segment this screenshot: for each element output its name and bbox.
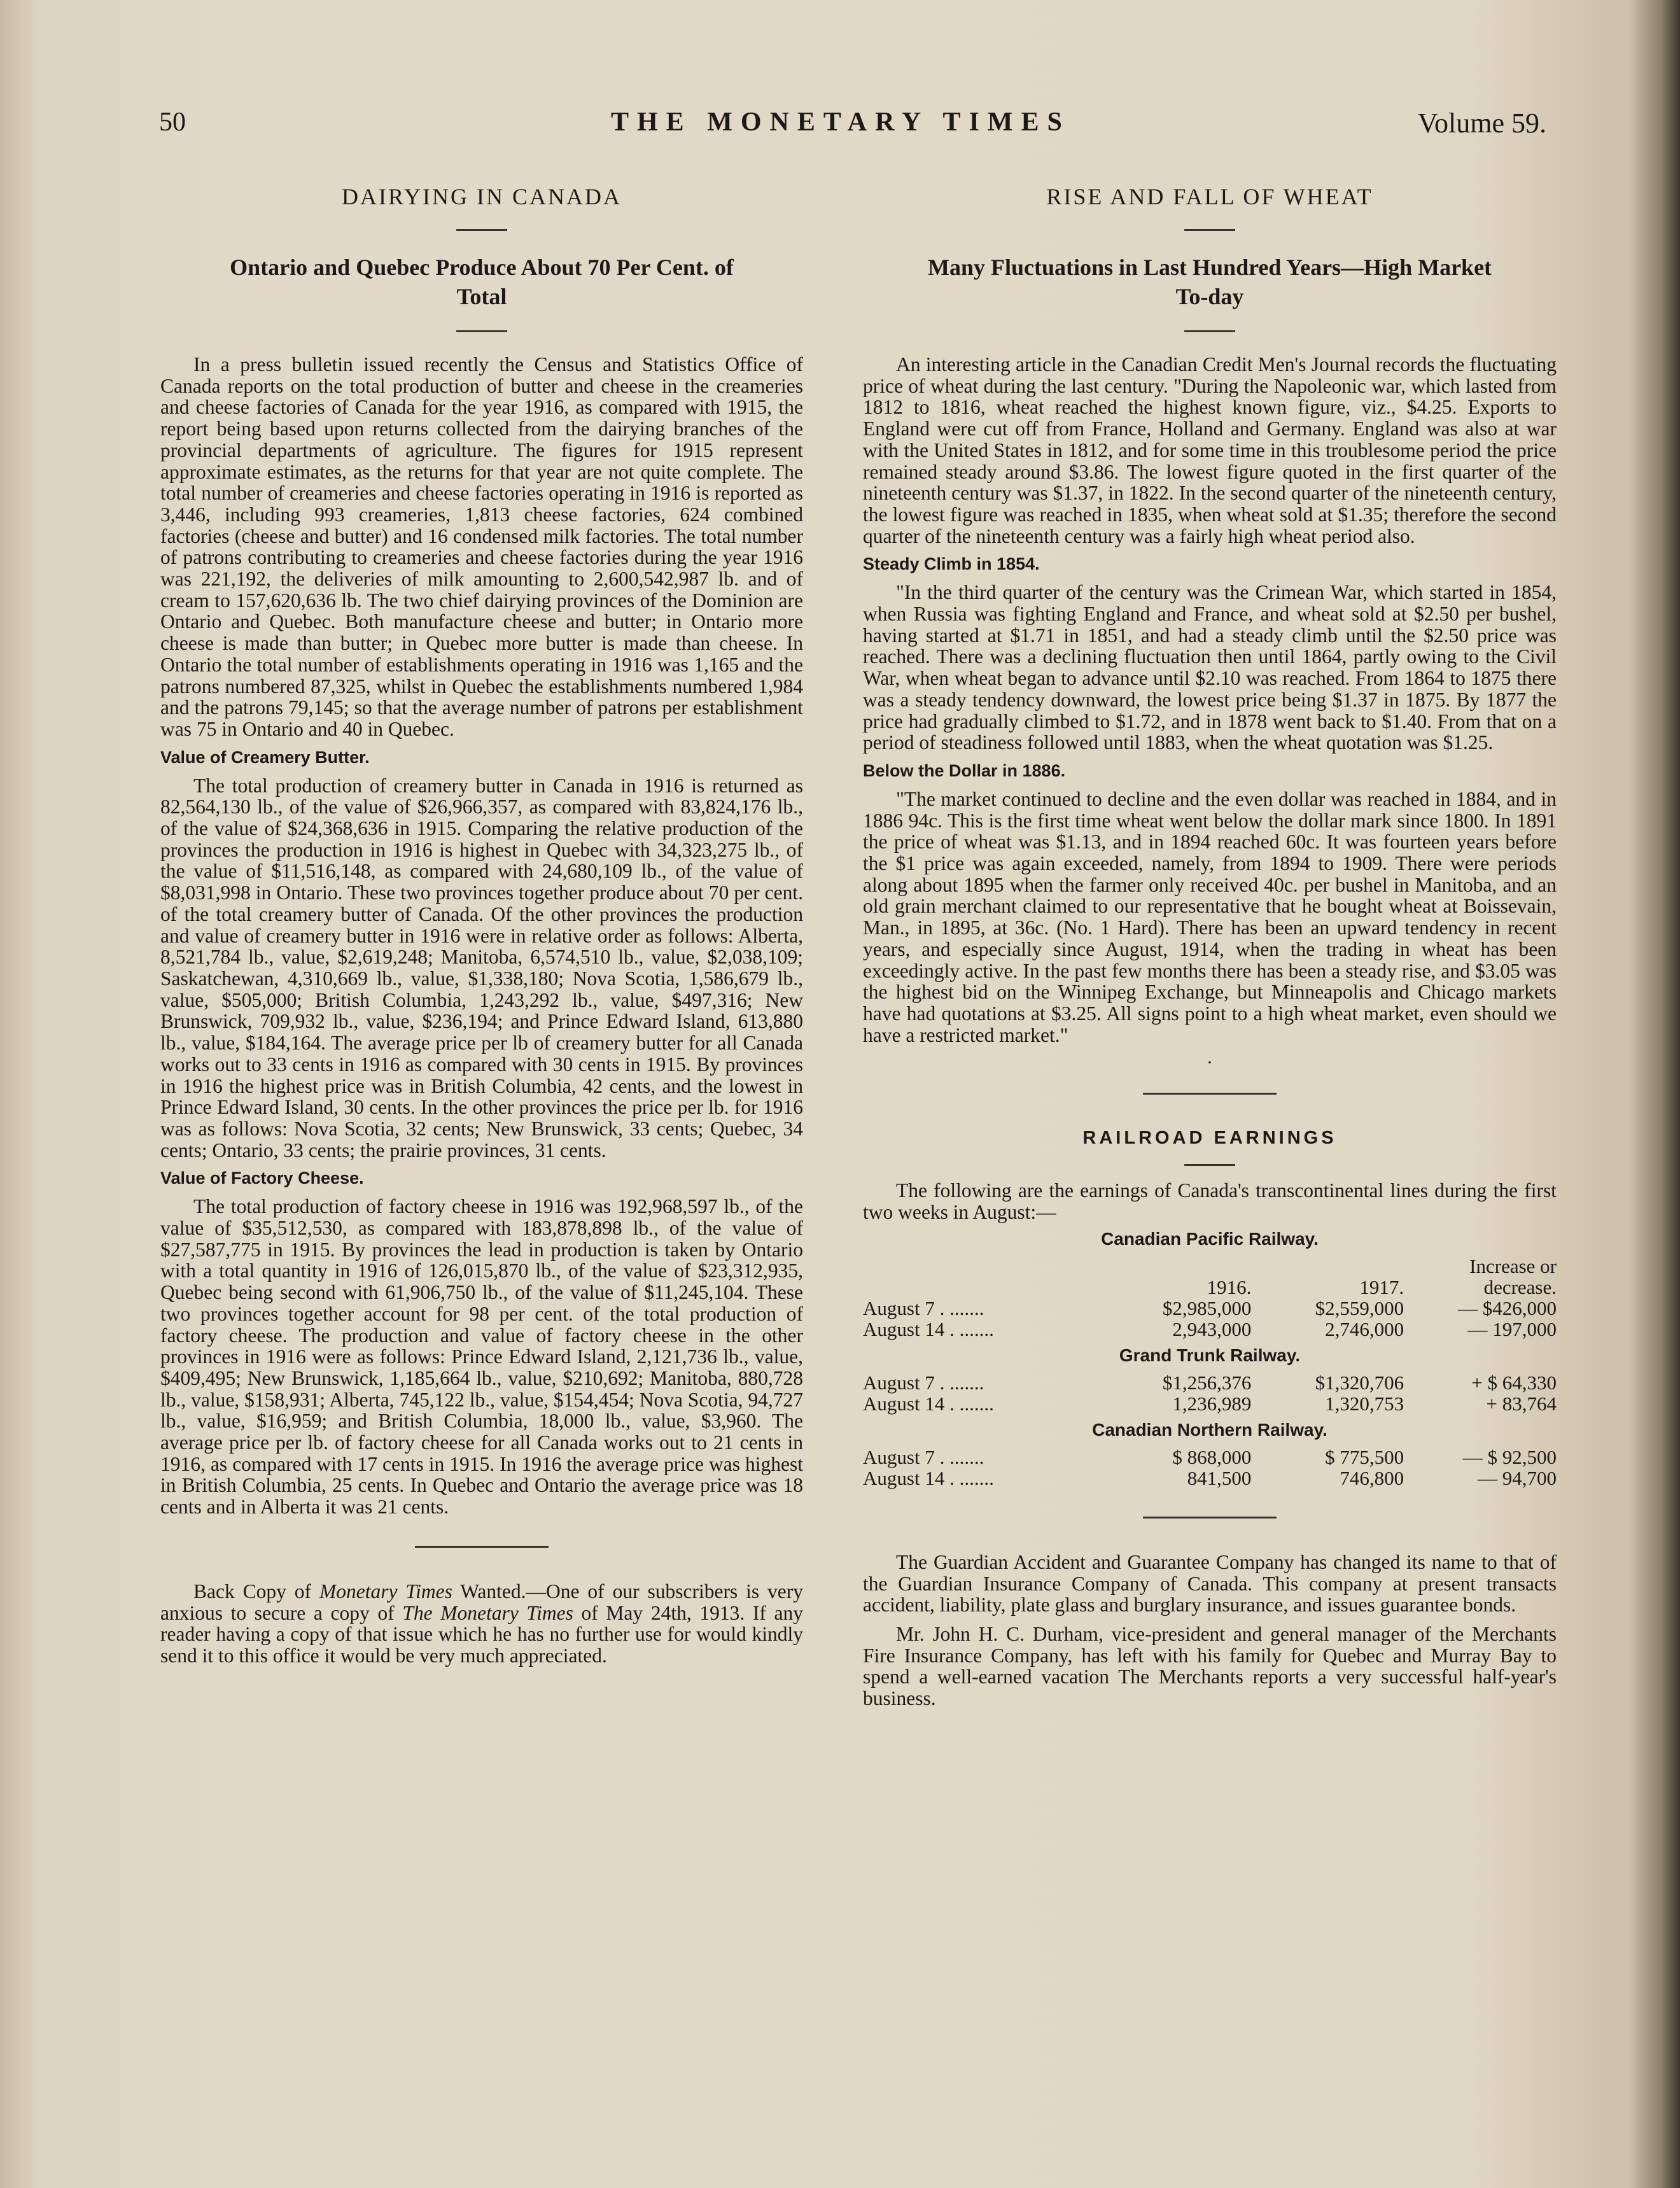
company-row [863,1340,1557,1372]
volume-number: Volume 59. [1417,108,1546,139]
value-1916: $1,256,376 [1162,1371,1252,1394]
value-1916: 1,236,989 [1172,1392,1252,1415]
divider [456,229,507,231]
dairying-paragraph: In a press bulletin issued recently the Census and Statistics Office of Canada reports on the total production of butter and cheese in the creameries and cheese factories of Canada for the year 1916, as compared with 1915, the report being based upon returns collected from the dairying branches of the provincial departments of agriculture. The figures for 1915 represent approximate estimates, as the returns for that year are not quite complete. The total number of creameries and cheese factories operating in 1916 is reported as 3,446, including 993 creameries, 1,813 cheese factories, 624 combined factories (cheese and butter) and 16 condensed milk factories. The total number of patrons contributing to creameries and cheese factories during the year 1916 was 221,192, the deliveries of milk amounting to 2,600,542,987 lb. and of cream to 157,620,636 lb. The two chief dairying provinces of the Dominion are Ontario and Quebec. Both manufacture cheese and butter; in Ontario more cheese is made than butter; in Quebec more butter is made than cheese. In Ontario the total number of establishments operating in 1916 was 1,165 and the patrons numbered 87,325, whilst in Quebec the establishments numbered 1,984 and the patrons 79,145; so that the average number of patrons per establishment was 75 in Ontario and 40 in Quebec. [160,353,803,740]
cheese-section-heading: Value of Factory Cheese. [160,1168,364,1188]
butter-section-heading: Value of Creamery Butter. [160,747,370,767]
dairying-subhead: Ontario and Quebec Produce About 70 Per Cent. of Total [230,255,734,309]
company-name: Canadian Northern Railway. [1092,1419,1327,1440]
durham-notice: Mr. John H. C. Durham, vice-president and general manager of the Merchants Fire Insurance Company, has left with his family for Quebec and Murray Bay to spend a well-earned vacation The Merchants reports a very successful half-year's business. [863,1622,1557,1710]
publication-title: THE MONETARY TIMES [611,108,1070,137]
divider [1184,330,1235,332]
back-copy-rest: of May 24th, 1913. If any reader having a copy of that issue which he has no further use for would kindly send it to this office it would be very much appreciated. [160,1601,803,1667]
back-copy-lead: Back Copy of [193,1580,319,1602]
value-1917: $2,559,000 [1315,1296,1404,1319]
dairying-headline: DAIRYING IN CANADA [342,184,622,209]
table-row [863,1372,1557,1393]
dollar-paragraph: "The market continued to decline and the even dollar was reached in 1884, and in 1886 94c. This is the first time wheat went below the dollar mark since 1800. In 1891 the price of wheat was $1.13, and in 1894 reached 60c. It was fourteen years before the $1 price was again exceeded, namely, from 1894 to 1909. There were periods along about 1895 when the farmer only received 40c. per bushel in Manitoba, and an old grain merchant claimed to our representative that he bought wheat at Boissevain, Man., in 1895, at 36c. (No. 1 Hard). There has been an upward tendency in recent years, and especially since August, 1914, when the trading in wheat has been exceedingly active. In the past few months there has been a steady rise, and $3.05 was the highest bid on the Winnipeg Exchange, but Minneapolis and Chicago markets have had quotations at $3.25. All signs point to a high wheat market, even should we have a restricted market." [863,787,1557,1046]
value-1917: 1,320,753 [1325,1392,1404,1415]
value-1917: $ 775,500 [1325,1445,1404,1468]
page-header [159,107,1546,145]
value-1916: 2,943,000 [1172,1317,1252,1340]
back-copy-notice [160,1581,803,1667]
header-1916: 1916. [1207,1275,1252,1298]
wheat-headline: RISE AND FALL OF WHEAT [1046,184,1373,209]
guardian-notice: The Guardian Accident and Guarantee Company has changed its name to that of the Guardian Insurance Company of Canada. This company at present transacts accident, liability, plate glass and burglary insurance, and issues guarantee bonds. [863,1550,1557,1616]
divider [415,1546,549,1548]
value-1916: 841,500 [1187,1466,1252,1489]
header-1917: 1917. [1359,1275,1404,1298]
value-1917: 746,800 [1340,1466,1404,1489]
railroad-intro: The following are the earnings of Canada's transcontinental lines during the first two weeks in August:— [863,1179,1557,1224]
wheat-paragraph: An interesting article in the Canadian Credit Men's Journal records the fluctuating price of wheat during the last century. "During the Napoleonic war, which lasted from 1812 to 1816, wheat reached the highest known figure, viz., $4.25. Exports to England were cut off from France, Holland and Germany. England was also at war with the United States in 1812, and for some time in this troublesome period the price remained steady around $3.86. The lowest figure quoted in the first quarter of the nineteenth century was $1.37, in 1822. In the second quarter of the nineteenth century, the lowest figure was reached in 1835, when wheat sold at $1.35; therefore the second quarter of the nineteenth century was a fairly high wheat period also. [863,353,1557,547]
page-number: 50 [159,108,186,137]
table-row [863,1447,1557,1468]
table-row [863,1468,1557,1489]
value-change: — 197,000 [1467,1317,1557,1340]
divider [1143,1517,1277,1518]
butter-paragraph: The total production of creamery butter in Canada in 1916 is returned as 82,564,130 lb., of the value of $26,966,357, as compared with 83,824,176 lb., of the value of $24,368,636 in 1915. Comparing the relative production of the provinces the production in 1916 is highest in Quebec with 34,323,275 lb., of the value of $11,516,148, as compared with 24,680,109 lb., of the value of $8,031,998 in Ontario. These two provinces together produce about 70 per cent. of the total creamery butter of Canada. Of the other provinces the production and value of creamery butter in 1916 were in relative order as follows: Alberta, 8,521,784 lb., value, $2,619,248; Manitoba, 6,574,510 lb., value, $2,038,109; Saskatchewan, 4,310,669 lb., value, $1,338,180; Nova Scotia, 1,586,679 lb., value, $505,000; British Columbia, 1,243,292 lb., value, $497,316; New Brunswick, 709,932 lb., value, $236,194; and Prince Edward Island, 613,880 lb., value, $184,164. The average price per lb of creamery butter for all Canada works out to 33 cents in 1916 as compared with 30 cents in 1915. By provinces in 1916 the highest price was in British Columbia, 42 cents, and the lowest in Prince Edward Island, 30 cents. In the other provinces the price per lb. for 1916 was as follows: Nova Scotia, 32 cents; New Brunswick, 33 cents; Quebec, 34 cents; Ontario, 33 cents; the prairie provinces, 31 cents. [160,774,803,1161]
back-copy-title-2: The Monetary Times [402,1601,573,1624]
dollar-section-heading: Below the Dollar in 1886. [863,761,1066,780]
table-header-row [863,1256,1557,1298]
wheat-subhead: Many Fluctuations in Last Hundred Years—High Market To-day [927,255,1492,309]
value-1917: $1,320,706 [1315,1371,1404,1394]
value-1917: 2,746,000 [1325,1317,1404,1340]
cheese-paragraph: The total production of factory cheese in 1916 was 192,968,597 lb., of the value of $35,512,530, as compared with 183,878,898 lb., of the value of $27,587,775 in 1915. By provinces the lead in production is taken by Ontario with a total quantity in 1916 of 126,015,870 lb., of the value of $23,312,935, Quebec being second with 61,906,750 lb., of the value of $11,245,104. These two provinces together account for 98 per cent. of the total production of factory cheese. The production and value of factory cheese in the other provinces in 1916 were as follows: Prince Edward Island, 2,121,736 lb., value, $409,495; New Brunswick, 1,185,664 lb., value, $210,692; Manitoba, 880,728 lb., value, $158,931; Alberta, 745,122 lb., value, $154,454; Nova Scotia, 94,727 lb., value, $16,959; and British Columbia, 18,000 lb., value, $3,960. The average price per lb. of factory cheese for all Canada works out to 21 cents in 1916, as compared with 17 cents in 1915. In 1916 the average price was highest in British Columbia, 25 cents. In Quebec and Ontario the average price was 18 cents and in Alberta it was 21 cents. [160,1195,803,1518]
row-label: August 14 . ....... [863,1317,994,1340]
left-column [160,178,803,1667]
value-1916: $2,985,000 [1162,1296,1252,1319]
value-change: — $ 92,500 [1462,1445,1557,1468]
header-spacer [863,1256,1092,1298]
divider [1143,1093,1277,1095]
climb-paragraph: "In the third quarter of the century was the Crimean War, which started in 1854, when Russia was fighting England and France, and wheat sold at $2.50 per bushel, having started at $1.71 in 1851, and had a steady climb until the $2.50 price was reached. There was a declining fluctuation then until 1864, partly owing to the Civil War, when wheat began to advance until $2.10 was reached. From 1864 to 1875 there was a steady tendency downward, the lowest price being $1.37 in 1875. By 1877 the price had gradually climbed to $1.72, and in 1878 went back to $1.40. From that on a period of steadiness followed until 1883, when the wheat quotation was $1.25. [863,581,1557,754]
back-copy-title-1: Monetary Times [319,1580,452,1602]
divider [456,330,507,332]
row-label: August 7 . ....... [863,1296,984,1319]
company-name: Canadian Pacific Railway. [1101,1228,1319,1249]
row-label: August 7 . ....... [863,1371,984,1394]
company-row [863,1414,1557,1447]
row-label: August 14 . ....... [863,1466,994,1489]
company-row [863,1223,1557,1256]
divider [1184,229,1235,231]
header-change: Increase or decrease. [1469,1254,1557,1298]
railroad-earnings-table [863,1223,1557,1489]
value-change: — $426,000 [1458,1296,1557,1319]
table-row [863,1298,1557,1319]
climb-section-heading: Steady Climb in 1854. [863,554,1040,574]
row-label: August 14 . ....... [863,1392,994,1415]
right-column [863,178,1557,1709]
back-copy-mid: Wanted.—One of our subscribers is very anxious to secure a copy of [160,1580,803,1624]
table-row [863,1319,1557,1340]
value-1916: $ 868,000 [1172,1445,1252,1468]
table-row [863,1393,1557,1414]
railroad-earnings-title: RAILROAD EARNINGS [1082,1128,1337,1149]
value-change: + 83,764 [1486,1392,1557,1415]
value-change: — 94,700 [1478,1466,1557,1489]
row-label: August 7 . ....... [863,1445,984,1468]
divider [1184,1164,1235,1166]
company-name: Grand Trunk Railway. [1119,1345,1301,1365]
separator-dot: · [1207,1052,1213,1074]
value-change: + $ 64,330 [1471,1371,1557,1394]
